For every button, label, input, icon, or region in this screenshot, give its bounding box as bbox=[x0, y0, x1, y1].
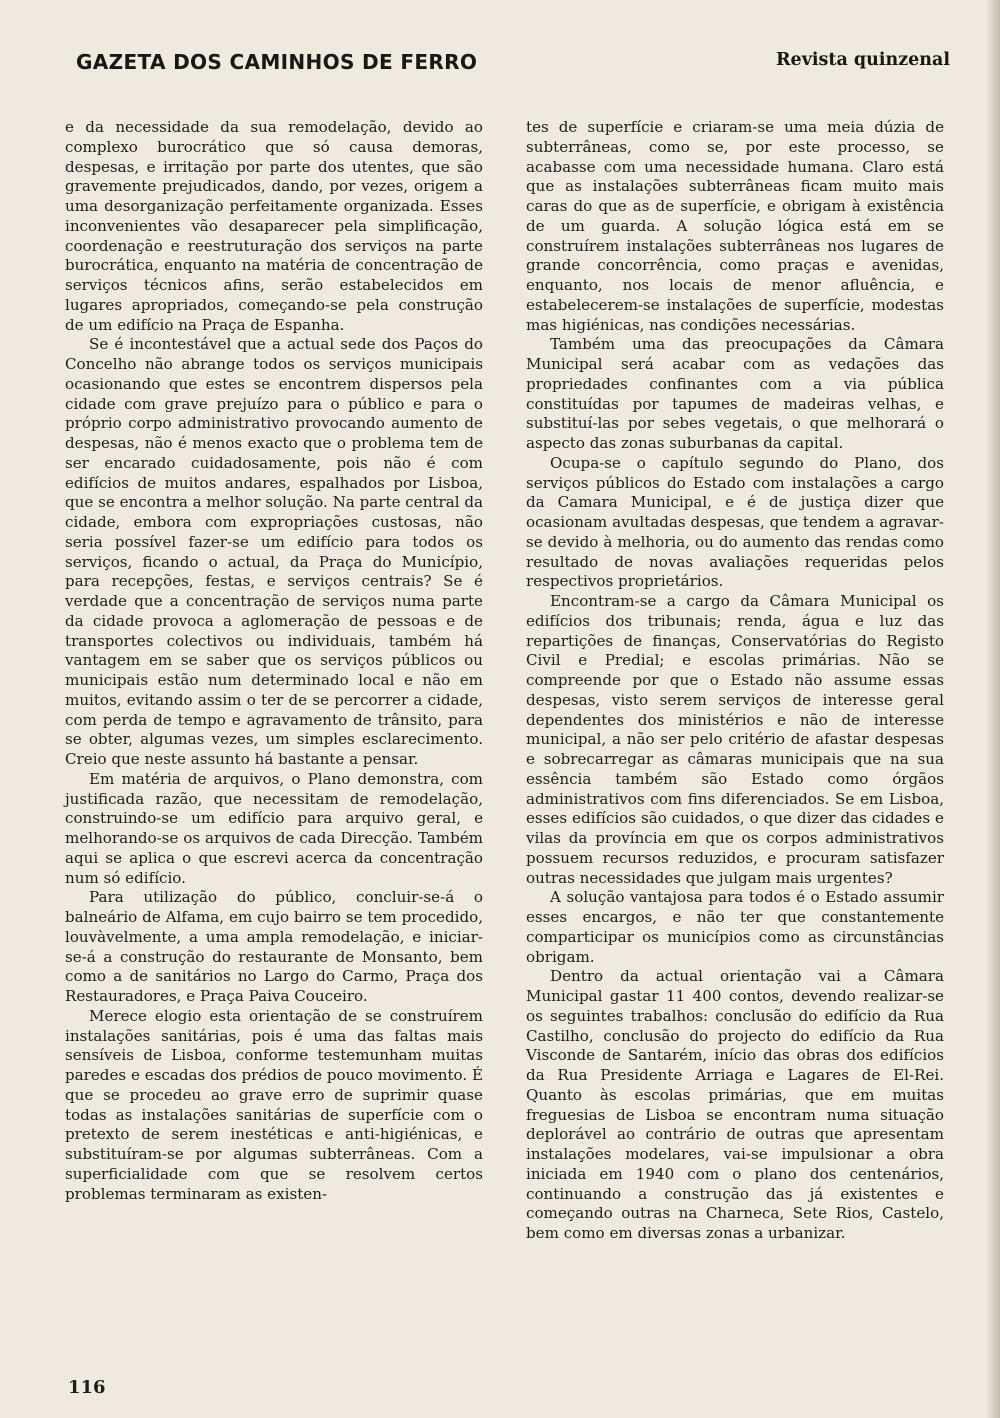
paragraph: Encontram-se a cargo da Câmara Municipal os edifícios dos tribunais; renda, água e luz das repartições de finanças, Conservatórias do Registo Civil e Predial; e escolas primárias. Não se compreende por que o Estado não assume essas despesas, visto serem serviços de interesse geral dependentes dos ministérios e não de interesse municipal, a não ser pelo critério de afastar despesas e sobrecarregar as câmaras municipais que na sua essência também são Estado como órgãos administrativos com fins diferenciados. Se em Lisboa, esses edifícios são cuidados, o que dizer das cidades e vilas da província em que os corpos administrativos possuem recursos reduzidos, e procuram satisfazer outras necessidades que julgam mais urgentes? bbox=[526, 592, 944, 887]
paragraph: Ocupa-se o capítulo segundo do Plano, dos serviços públicos do Estado com instalações a cargo da Camara Municipal, e é de justiça dizer que ocasionam avultadas despesas, que tendem a agravar-se devido à melhoria, ou do aumento das rendas como resultado de novas avaliações requeridas pelos respectivos proprietários. bbox=[526, 453, 944, 591]
paragraph: Em matéria de arquivos, o Plano demonstra, com justificada razão, que necessitam de remodelação, construindo-se um edifício para arquivo geral, e melhorando-se os arquivos de cada Direcção. Também aqui se aplica o que escrevi acerca da concentração num só edifício. bbox=[65, 769, 483, 887]
left-column bbox=[65, 118, 483, 1204]
journal-title: GAZETA DOS CAMINHOS DE FERRO bbox=[76, 50, 478, 74]
paragraph: tes de superfície e criaram-se uma meia dúzia de subterrâneas, como se, por este processo, se acabasse com uma necessidade humana. Claro está que as instalações subterrâneas ficam muito mais caras do que as de superfície, e obrigam à existência de um guarda. A solução lógica está em se construírem instalações subterrâneas nos lugares de grande concorrência, como praças e avenidas, enquanto, nos locais de menor afluência, e estabelecerem-se instalações de superfície, modestas mas higiénicas, nas condições necessárias. bbox=[526, 118, 944, 334]
paragraph: A solução vantajosa para todos é o Estado assumir esses encargos, e não ter que constantemente comparticipar os municípios como as circunstâncias obrigam. bbox=[526, 888, 944, 966]
page-number: 116 bbox=[68, 1377, 106, 1398]
paragraph: Também uma das preocupações da Câmara Municipal será acabar com as vedações das propriedades confinantes com a via pública constituídas por tapumes de madeiras velhas, e substituí-las por sebes vegetais, o que melhorará o aspecto das zonas suburbanas da capital. bbox=[526, 335, 944, 452]
paragraph: Se é incontestável que a actual sede dos Paços do Concelho não abrange todos os serviços municipais ocasionando que estes se encontrem dispersos pela cidade com grave prejuízo para o público e para o próprio corpo administrativo provocando aumento de despesas, não é menos exacto que o problema tem de ser encarado cuidadosamente, pois não é com edifícios de muitos andares, espalhados por Lisboa, que se encontra a melhor solução. Na parte central da cidade, embora com expropriações custosas, não seria possível fazer-se um edifício para todos os serviços, ficando o actual, da Praça do Município, para recepções, festas, e serviços centrais? Se é verdade que a concentração de serviços numa parte da cidade provoca a aglomeração de pessoas e de transportes colectivos ou individuais, também há vantagem em se saber que os serviços públicos ou municipais estão num determinado local e não em muitos, evitando assim o ter de se percorrer a cidade, com perda de tempo e agravamento de trânsito, para se obter, algumas vezes, um simples esclarecimento. Creio que neste assunto há bastante a pensar. bbox=[65, 335, 483, 768]
paragraph: Para utilização do público, concluir-se-á o balneário de Alfama, em cujo bairro se tem procedido, louvàvelmente, a uma ampla remodelação, e iniciar-se-á a construção do restaurante de Monsanto, bem como a de sanitários no Largo do Carmo, Praça dos Restauradores, e Praça Paiva Couceiro. bbox=[65, 888, 483, 1005]
page-edge-shadow bbox=[986, 0, 1000, 1418]
page-header bbox=[76, 50, 950, 80]
journal-subtitle: Revista quinzenal bbox=[776, 50, 950, 70]
right-column bbox=[526, 118, 944, 1244]
paragraph: Merece elogio esta orientação de se construírem instalações sanitárias, pois é uma das faltas mais sensíveis de Lisboa, conforme testemunham muitas paredes e escadas dos prédios de pouco movimento. É que se procedeu ao grave erro de suprimir quase todas as instalações sanitárias de superfície com o pretexto de serem inestéticas e anti-higiénicas, e substituíram-se por algumas subterrâneas. Com a superficialidade com que se resolvem certos problemas terminaram as existen- bbox=[65, 1006, 483, 1203]
paragraph: e da necessidade da sua remodelação, devido ao complexo burocrático que só causa demoras, despesas, e irritação por parte dos utentes, que são gravemente prejudicados, dando, por vezes, origem a uma desorganização perfeitamente organizada. Esses inconvenientes vão desaparecer pela simplificação, coordenação e reestruturação dos serviços na parte burocrática, enquanto na matéria de concentração de serviços técnicos afins, serão estabelecidos em lugares apropriados, começando-se pela construção de um edifício na Praça de Espanha. bbox=[65, 118, 483, 334]
paragraph: Dentro da actual orientação vai a Câmara Municipal gastar 11 400 contos, devendo realizar-se os seguintes trabalhos: conclusão do edifício da Rua Castilho, conclusão do projecto do edifício da Rua Visconde de Santarém, início das obras dos edifícios da Rua Presidente Arriaga e Lagares de El-Rei. Quanto às escolas primárias, que em muitas freguesias de Lisboa se encontram numa situação deplorável ao contrário de outras que apresentam instalações modelares, vai-se impulsionar a obra iniciada em 1940 com o plano dos centenários, continuando a construção das já existentes e começando outras na Charneca, Sete Rios, Castelo, bem como em diversas zonas a urbanizar. bbox=[526, 967, 944, 1242]
